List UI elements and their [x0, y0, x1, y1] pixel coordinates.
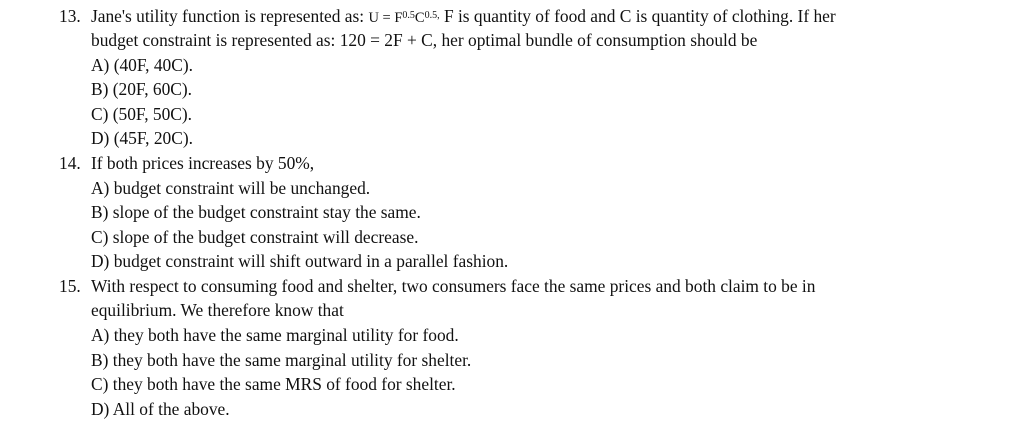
question-13-line-2: budget constraint is represented as: 120 = 2F + C, her optimal bundle of consumption should be — [91, 30, 758, 50]
question-13-number: 13. — [59, 6, 81, 26]
question-13-option-c: C) (50F, 50C). — [91, 104, 193, 124]
question-14-line-1: If both prices increases by 50%, — [91, 153, 315, 173]
question-15-option-c: C) they both have the same MRS of food for shelter. — [91, 374, 456, 394]
question-13-line-1-pre: Jane's utility function is represented as: — [91, 6, 369, 26]
utility-exponent-c: 0.5, — [424, 10, 440, 21]
question-15-option-a: A) they both have the same marginal utility for food. — [91, 325, 459, 345]
question-15-option-b: B) they both have the same marginal utility for shelter. — [91, 350, 472, 370]
question-13-line-1-post: F is quantity of food and C is quantity of clothing. If her — [439, 6, 836, 26]
utility-formula-c: C — [414, 10, 425, 26]
question-13-option-d: D) (45F, 20C). — [91, 128, 193, 148]
question-14-option-d: D) budget constraint will shift outward in a parallel fashion. — [91, 251, 509, 271]
question-13-line-1 — [91, 6, 836, 30]
question-14-number: 14. — [59, 153, 81, 173]
question-15-number: 15. — [59, 276, 81, 296]
utility-formula-u: U = F — [368, 10, 403, 26]
question-15-option-d: D) All of the above. — [91, 399, 230, 419]
question-15-line-1: With respect to consuming food and shelter, two consumers face the same prices and both claim to be in — [91, 276, 816, 296]
question-15-line-2: equilibrium. We therefore know that — [91, 300, 344, 320]
question-13-option-b: B) (20F, 60C). — [91, 79, 193, 99]
question-13-option-a: A) (40F, 40C). — [91, 55, 193, 75]
question-14-option-a: A) budget constraint will be unchanged. — [91, 178, 371, 198]
question-14-option-c: C) slope of the budget constraint will decrease. — [91, 227, 419, 247]
utility-exponent-f: 0.5 — [402, 10, 415, 21]
question-14-option-b: B) slope of the budget constraint stay the same. — [91, 202, 421, 222]
